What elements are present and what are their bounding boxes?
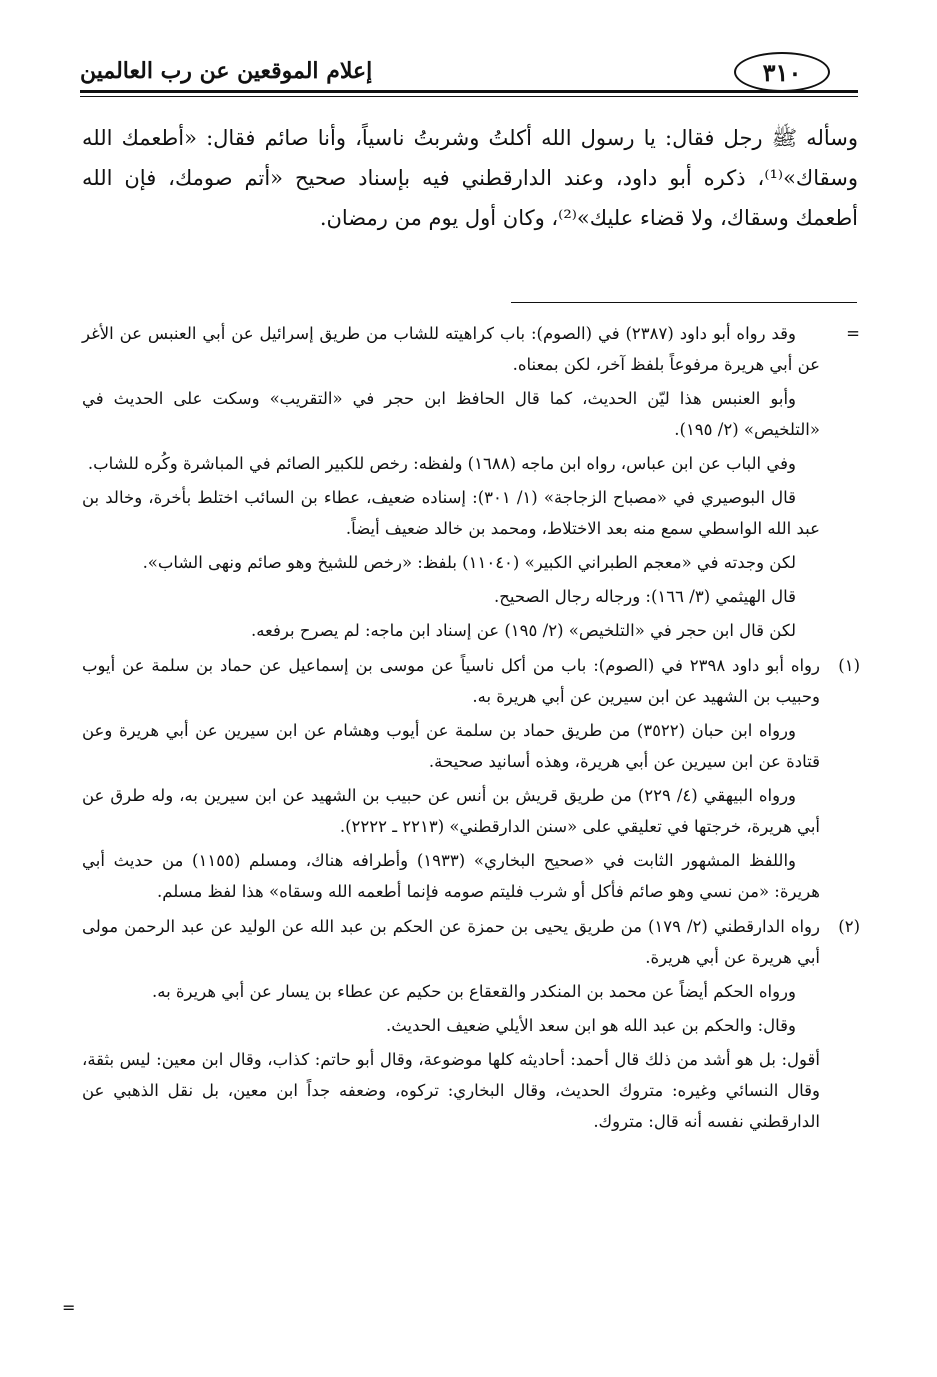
- header-rule: [80, 90, 858, 93]
- footnote-paragraph: لكن وجدته في «معجم الطبراني الكبير» (١١٠٤٠) بلفظ: «رخص للشيخ وهو صائم ونهى الشاب».: [142, 553, 796, 572]
- footnote-paragraph: وفي الباب عن ابن عباس، رواه ابن ماجه (١٦٨٨) ولفظه: رخص للكبير الصائم في المباشرة وكُره للشاب.: [87, 454, 796, 473]
- footnote-paragraph: أقول: بل هو أشد من ذلك قال أحمد: أحاديثه كلها موضوعة، وقال أبو حاتم: كذاب، وقال ابن معين: ليس بثقة، وقال النسائي وغيره: متروك الحديث، وقال البخاري: تركوه، وضعفه جداً ابن معين، بل نقل الذهبي عن الدارقطني نفسه أنه قال: متروك.: [82, 1050, 820, 1131]
- footnote-marker: (٢): [838, 917, 860, 936]
- footnote-continuation: [82, 318, 860, 646]
- footnote-paragraph: رواه الدارقطني (٢/ ١٧٩) من طريق يحيى بن حمزة عن الحكم بن عبد الله عن الوليد عن عبد الرحمن مولى أبي هريرة عن أبي هريرة.: [82, 917, 820, 967]
- main-paragraph: وسأله ﷺ رجل فقال: يا رسول الله أكلتُ وشربتُ ناسياً، وأنا صائم فقال: «أطعمك الله وسقاك»⁽¹⁾، ذكره أبو داود، وعند الدارقطني فيه بإسناد صحيح «أتم صومك، فإن الله أطعمك وسقاك، ولا قضاء عليك»⁽²⁾، وكان أول يوم من رمضان.: [82, 126, 858, 230]
- footnote-paragraph: ورواه البيهقي (٤/ ٢٢٩) من طريق قريش بن أنس عن حبيب بن الشهيد عن ابن سيرين به، وله طرق عن أبي هريرة، خرجتها في تعليقي على «سنن الدارقطني» (٢٢١٣ ـ ٢٢٢٢).: [82, 786, 820, 836]
- footnote-paragraph: وقال: والحكم بن عبد الله هو ابن سعد الأيلي ضعيف الحديث.: [386, 1016, 796, 1035]
- footnote-paragraph: قال الهيثمي (٣/ ١٦٦): ورجاله رجال الصحيح.: [494, 587, 796, 606]
- footnote-paragraph: وأبو العنبس هذا ليّن الحديث، كما قال الحافظ ابن حجر في «التقريب» وسكت على الحديث في «التلخيص» (٢/ ١٩٥).: [82, 389, 820, 439]
- footnote-paragraph: وقد رواه أبو داود (٢٣٨٧) في (الصوم): باب كراهيته للشاب من طريق إسرائيل عن أبي العنبس عن الأغر عن أبي هريرة مرفوعاً بلفظ آخر، لكن بمعناه.: [82, 324, 820, 374]
- footnote-paragraph: واللفظ المشهور الثابت في «صحيح البخاري» (١٩٣٣) وأطرافه هناك، ومسلم (١١٥٥) من حديث أبي هريرة: «من نسي وهو صائم فأكل أو شرب فليتم صومه فإنما أطعمه الله وسقاه» هذا لفظ مسلم.: [82, 851, 820, 901]
- footnote-paragraph: ورواه الحكم أيضاً عن محمد بن المنكدر والقعقاع بن حكيم عن عطاء بن يسار عن أبي هريرة به.: [151, 982, 796, 1001]
- footnote-separator: [511, 302, 857, 303]
- continuation-marker: =: [846, 324, 860, 343]
- footnote-paragraph: رواه أبو داود ٢٣٩٨ في (الصوم): باب من أكل ناسياً عن موسى بن إسماعيل عن حماد بن سلمة عن أيوب وحبيب بن الشهيد عن ابن سيرين عن أبي هريرة به.: [82, 656, 820, 706]
- book-title: إعلام الموقعين عن رب العالمين: [80, 58, 373, 84]
- footnotes: [82, 318, 860, 1141]
- footnote-paragraph: ورواه ابن حبان (٣٥٢٢) من طريق حماد بن سلمة عن أيوب وهشام عن ابن سيرين عن أبي هريرة وعن قتادة عن ابن سيرين عن أبي هريرة، وهذه أسانيد صحيحة.: [82, 721, 820, 771]
- page-header: [80, 52, 858, 104]
- page-number: ٣١٠: [734, 52, 830, 92]
- continuation-marker-bottom: =: [62, 1298, 76, 1317]
- footnote-paragraph: قال البوصيري في «مصباح الزجاجة» (١/ ٣٠١): إسناده ضعيف، عطاء بن السائب اختلط بأخرة، وخالد بن عبد الله الواسطي سمع منه بعد الاختلاط، ومحمد بن خالد ضعيف أيضاً.: [82, 488, 820, 538]
- footnote-paragraph: لكن قال ابن حجر في «التلخيص» (٢/ ١٩٥) عن إسناد ابن ماجه: لم يصرح برفعه.: [250, 621, 796, 640]
- footnote-marker: (١): [838, 656, 860, 675]
- footnote-1: [82, 650, 860, 907]
- footnote-2: [82, 911, 860, 1137]
- header-rule-thin: [80, 96, 858, 97]
